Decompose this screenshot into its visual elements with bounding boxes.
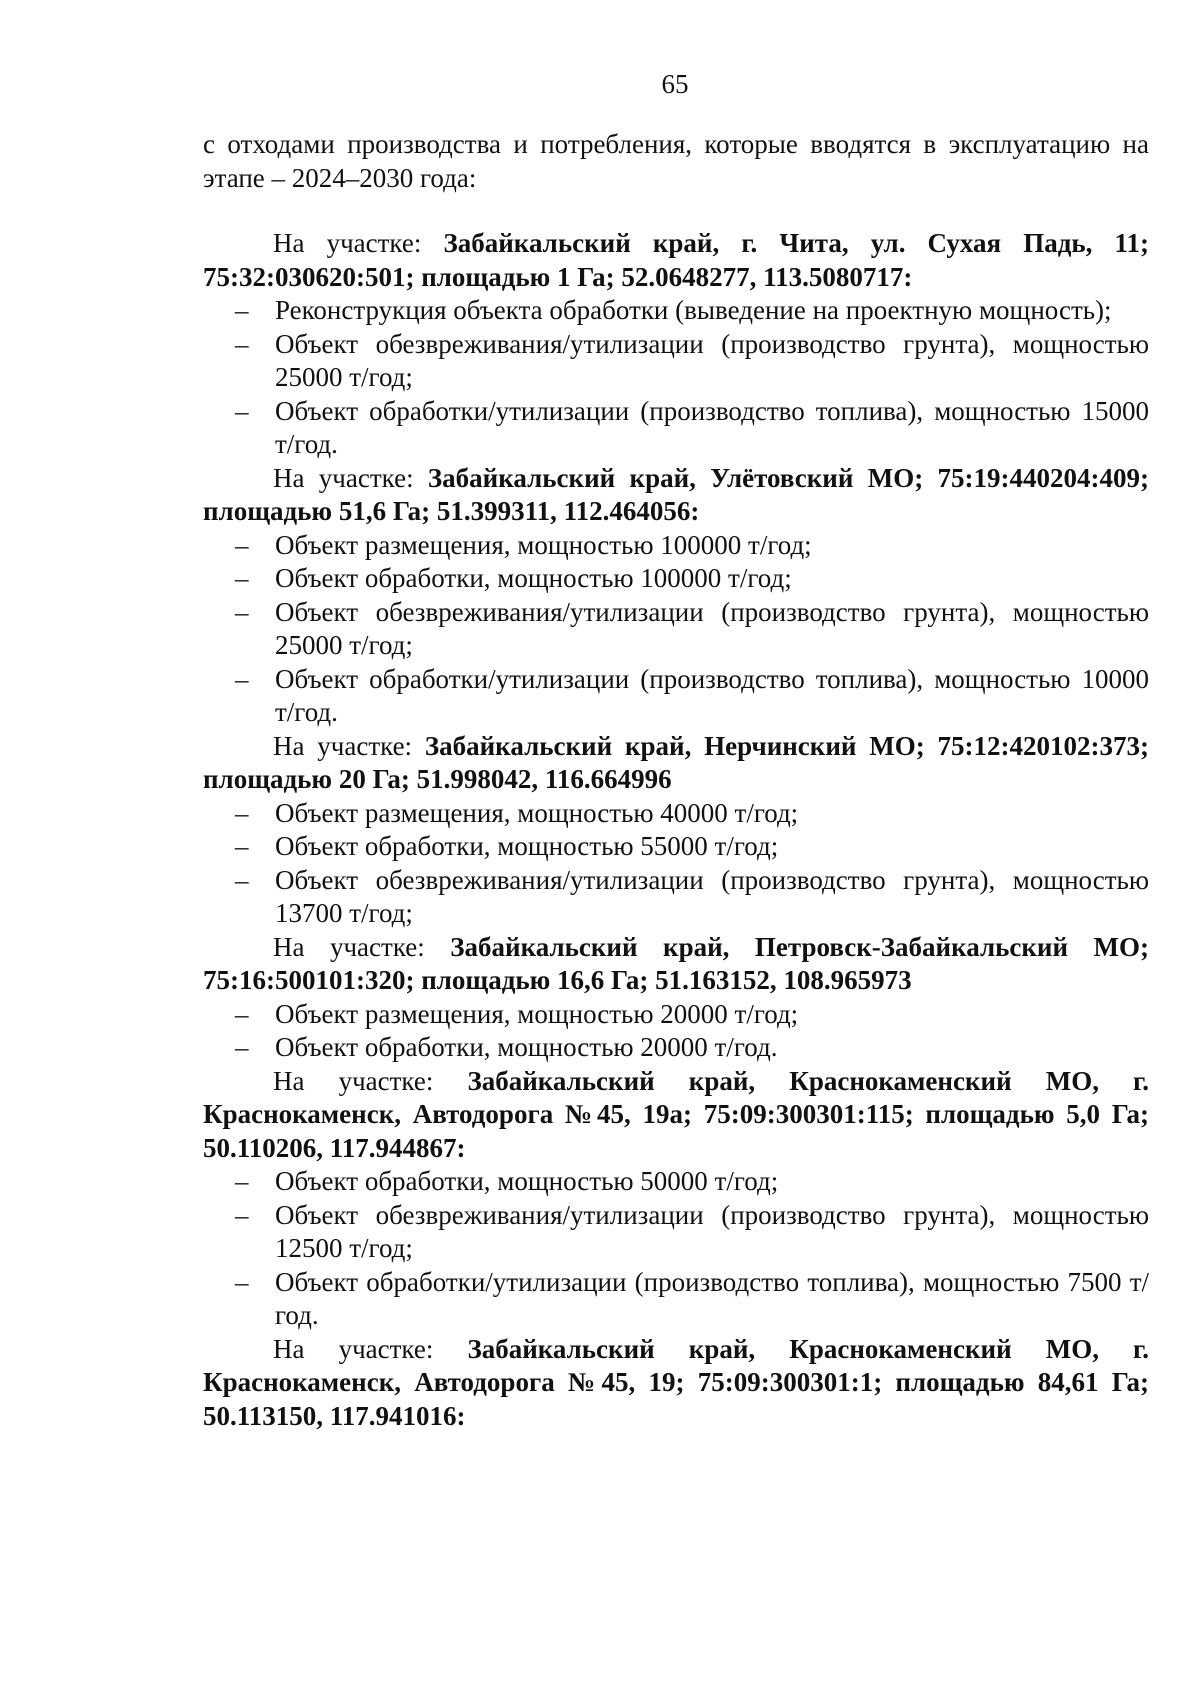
- facility-list: [203, 1165, 1149, 1333]
- sites-list: [203, 227, 1149, 1433]
- facility-text: Объект обработки/утилизации (производство топлива), мощностью 15000 т/год.: [275, 395, 1149, 459]
- facility-text: Объект обработки/утилизации (производство топлива), мощностью 7500 т/год.: [275, 1266, 1149, 1330]
- dash-bullet-icon: –: [235, 831, 249, 861]
- facility-text: Объект обработки, мощностью 100000 т/год;: [275, 563, 792, 593]
- dash-bullet-icon: –: [235, 596, 249, 627]
- dash-bullet-icon: –: [235, 663, 249, 694]
- site-heading: [203, 1333, 1149, 1434]
- facility-list-item: [203, 294, 1149, 328]
- site-section: [203, 1065, 1149, 1333]
- facility-text: Объект размещения, мощностью 20000 т/год;: [275, 998, 799, 1029]
- site-label: На участке:: [273, 462, 414, 493]
- site-section: [203, 462, 1149, 730]
- site-label: На участке:: [273, 730, 413, 761]
- dash-bullet-icon: –: [235, 797, 249, 828]
- site-section: [203, 227, 1149, 462]
- site-location: Забайкальский край, Краснокаменский МО, г. Краснокаменск, Автодорога №45, 19; 75:09:300301:1; площадью 84,61 Га; 50.113150, 117.941016:: [203, 1333, 1149, 1431]
- site-heading: [203, 730, 1149, 797]
- facility-text: Объект обезвреживания/утилизации (производство грунта), мощностью 25000 т/год;: [275, 596, 1149, 660]
- facility-list-item: [203, 529, 1149, 563]
- site-label: На участке:: [273, 1065, 434, 1096]
- site-heading: [203, 462, 1149, 529]
- dash-bullet-icon: –: [235, 1199, 249, 1230]
- site-location: Забайкальский край, Нерчинский МО; 75:12:420102:373; площадью 20 Га; 51.998042, 116.664996: [203, 730, 1150, 794]
- site-location: Забайкальский край, Улётовский МО; 75:19:440204:409; площадью 51,6 Га; 51.399311, 112.464056:: [203, 462, 1150, 526]
- facility-list-item: [203, 328, 1149, 395]
- facility-list: [203, 797, 1149, 931]
- site-heading: [203, 227, 1149, 294]
- facility-text: Объект обработки, мощностью 50000 т/год;: [275, 1166, 779, 1196]
- site-label: На участке:: [273, 931, 425, 962]
- site-section: [203, 931, 1149, 1065]
- site-label: На участке:: [273, 1333, 434, 1364]
- site-section: [203, 1333, 1149, 1434]
- site-section: [203, 730, 1149, 931]
- facility-list-item: [203, 797, 1149, 831]
- dash-bullet-icon: –: [235, 529, 249, 560]
- facility-list-item: [203, 830, 1149, 864]
- dash-bullet-icon: –: [235, 563, 249, 593]
- dash-bullet-icon: –: [235, 295, 249, 325]
- site-location: Забайкальский край, Краснокаменский МО, г. Краснокаменск, Автодорога №45, 19а; 75:09:300301:115; площадью 5,0 Га; 50.110206, 117.944867:: [203, 1065, 1149, 1163]
- page-number: 65: [661, 69, 689, 99]
- site-heading: [203, 1065, 1149, 1166]
- facility-list-item: [203, 1165, 1149, 1199]
- dash-bullet-icon: –: [235, 1166, 249, 1196]
- facility-text: Объект обезвреживания/утилизации (производство грунта), мощностью 25000 т/год;: [275, 328, 1149, 392]
- facility-list-item: [203, 864, 1149, 931]
- dash-bullet-icon: –: [235, 328, 249, 359]
- facility-list-item: [203, 562, 1149, 596]
- facility-text: Объект обработки/утилизации (производство топлива), мощностью 10000 т/год.: [275, 663, 1149, 727]
- site-location: Забайкальский край, Петровск-Забайкальский МО; 75:16:500101:320; площадью 16,6 Га; 51.163152, 108.965973: [203, 931, 1150, 995]
- site-location: Забайкальский край, г. Чита, ул. Сухая Падь, 11; 75:32:030620:501; площадью 1 Га; 52.0648277, 113.5080717:: [203, 228, 1150, 292]
- facility-text: Объект обработки, мощностью 20000 т/год.: [275, 1032, 778, 1062]
- dash-bullet-icon: –: [235, 864, 249, 895]
- facility-list: [203, 294, 1149, 462]
- dash-bullet-icon: –: [235, 1032, 249, 1062]
- facility-list-item: [203, 395, 1149, 462]
- facility-list-item: [203, 663, 1149, 730]
- facility-list-item: [203, 1031, 1149, 1065]
- facility-list-item: [203, 1199, 1149, 1266]
- facility-text: Объект обезвреживания/утилизации (производство грунта), мощностью 12500 т/год;: [275, 1199, 1149, 1263]
- dash-bullet-icon: –: [235, 1266, 249, 1297]
- facility-text: Объект обработки, мощностью 55000 т/год;: [275, 831, 779, 861]
- site-label: На участке:: [273, 228, 422, 258]
- facility-list-item: [203, 1266, 1149, 1333]
- facility-list-item: [203, 596, 1149, 663]
- document-body: [203, 128, 1149, 1433]
- facility-text: Объект обезвреживания/утилизации (производство грунта), мощностью 13700 т/год;: [275, 864, 1149, 928]
- facility-list: [203, 529, 1149, 730]
- facility-list: [203, 998, 1149, 1065]
- site-heading: [203, 931, 1149, 998]
- intro-paragraph: с отходами производства и потребления, которые вводятся в эксплуатацию на этапе – 2024–2030 года:: [203, 129, 1149, 193]
- dash-bullet-icon: –: [235, 395, 249, 426]
- facility-text: Реконструкция объекта обработки (выведение на проектную мощность);: [275, 295, 1112, 325]
- dash-bullet-icon: –: [235, 998, 249, 1029]
- facility-list-item: [203, 998, 1149, 1032]
- facility-text: Объект размещения, мощностью 40000 т/год;: [275, 797, 799, 828]
- facility-text: Объект размещения, мощностью 100000 т/год;: [275, 529, 812, 560]
